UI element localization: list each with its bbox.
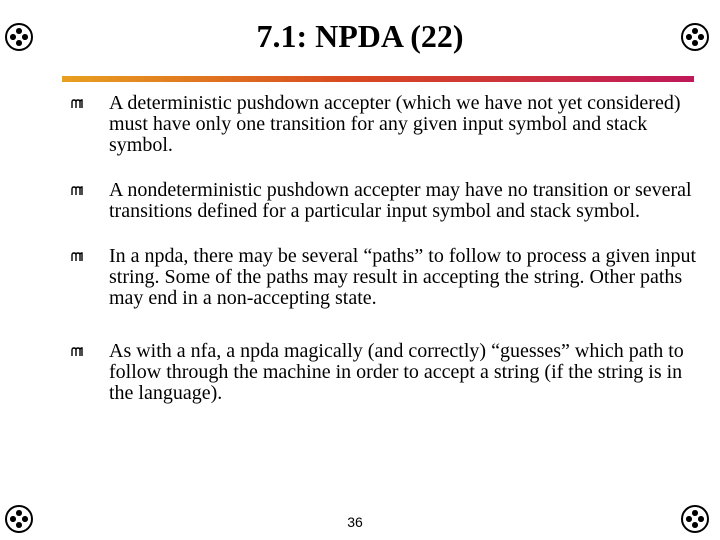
- bullet-item: [68, 246, 708, 309]
- slide-title: 7.1: NPDA (22): [256, 18, 464, 54]
- bullet-m-icon: [71, 252, 83, 262]
- bullet-m-icon: [71, 186, 83, 196]
- bullet-item: [68, 341, 708, 404]
- bullet-text: As with a nfa, a npda magically (and correctly) “guesses” which path to follow through the machine in order to accept a string (if the string is in the language).: [109, 340, 684, 404]
- bullet-text: In a npda, there may be several “paths” to follow to process a given input string. Some of the paths may result in accepting the string. Other paths may end in a non-accepting state.: [109, 245, 697, 309]
- bullet-list: [68, 93, 708, 428]
- bullet-item: [68, 93, 708, 156]
- bullet-text: A deterministic pushdown accepter (which we have not yet considered) must have only one transition for any given input symbol and stack symbol.: [109, 92, 681, 156]
- clover-icon: [4, 504, 34, 534]
- clover-icon: [680, 504, 710, 534]
- bullet-item: [68, 180, 708, 222]
- bullet-text: A nondeterministic pushdown accepter may have no transition or several transitions defined for a particular input symbol and stack symbol.: [109, 179, 692, 222]
- bullet-m-icon: [71, 347, 83, 357]
- bullet-m-icon: [71, 99, 83, 109]
- title-rule: [62, 76, 694, 82]
- page-number: 36: [347, 514, 363, 530]
